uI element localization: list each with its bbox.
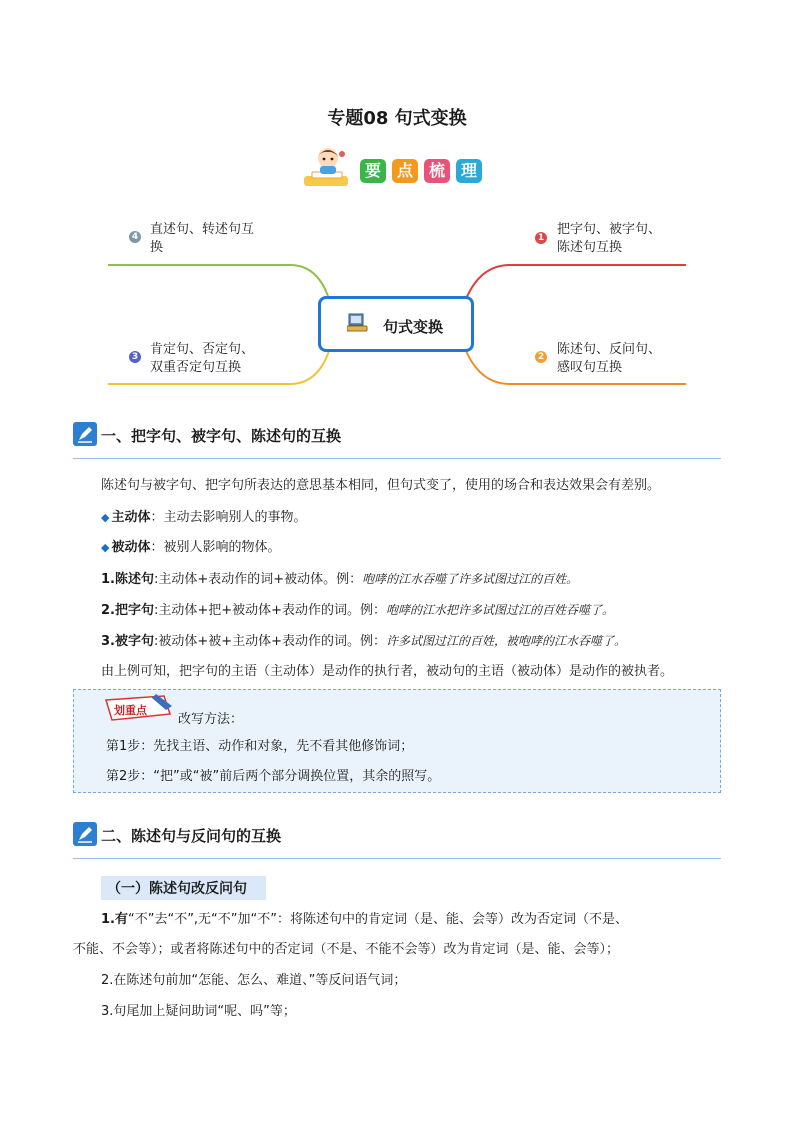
badge-dian: 点 bbox=[392, 159, 418, 183]
note-tag-label: 划重点 bbox=[114, 704, 147, 717]
mind-map-node-3: 肯定句、否定句、 双重否定句互换 bbox=[150, 342, 255, 375]
rule-bei-sentence: 3.被字句:被动体+被+主动体+表动作的词。例：许多试图过江的百姓，被咆哮的江水吞噬了。 bbox=[101, 634, 627, 649]
page-title: 专题08 句式变换 bbox=[327, 108, 467, 129]
pen-icon bbox=[73, 822, 97, 846]
badge-shu: 梳 bbox=[424, 159, 450, 183]
node-3-number: 3 bbox=[129, 351, 141, 363]
section-2-header bbox=[73, 818, 721, 852]
mind-map bbox=[100, 210, 700, 395]
computer-icon bbox=[347, 313, 369, 333]
pen-icon bbox=[73, 422, 97, 446]
item-3: 3.句尾加上疑问助词“呢、吗”等； bbox=[101, 1004, 296, 1019]
mind-map-center bbox=[318, 296, 474, 352]
student-reading-icon bbox=[302, 146, 354, 192]
definition-passive: ◆ 被动体：被别人影响的物体。 bbox=[101, 540, 281, 555]
node-2-number: 2 bbox=[535, 351, 547, 363]
mind-map-center-label: 句式变换 bbox=[383, 318, 444, 336]
node-1-number: 1 bbox=[535, 232, 547, 244]
key-points-banner bbox=[302, 146, 492, 192]
item-1-line-1: 1.有“不”去“不”,无“不”加“不”：将陈述句中的肯定词（是、能、会等）改为否定词（不是、 bbox=[101, 912, 628, 927]
definition-active: ◆ 主动体：主动去影响别人的事物。 bbox=[101, 510, 307, 525]
diamond-bullet-icon: ◆ bbox=[101, 541, 110, 554]
mind-map-node-4: 直述句、转述句互 换 bbox=[150, 222, 255, 255]
note-title: 改写方法： bbox=[178, 712, 244, 727]
mind-map-node-1: 把字句、被字句、 陈述句互换 bbox=[557, 222, 662, 255]
rule-declarative: 1.陈述句:主动体+表动作的词+被动体。例：咆哮的江水吞噬了许多试图过江的百姓。 bbox=[101, 572, 579, 587]
section-1-divider bbox=[73, 458, 721, 459]
section-1-intro: 陈述句与被字句、把字句所表达的意思基本相同，但句式变了，使用的场合和表达效果会有差别。 bbox=[101, 478, 661, 493]
subsection-heading: （一）陈述句改反问句 bbox=[101, 876, 266, 900]
item-1-line-2: 不能、不会等）；或者将陈述句中的否定词（不是、不能不会等）改为肯定词（是、能、会等）； bbox=[73, 942, 620, 957]
mind-map-node-2: 陈述句、反问句、 感叹句互换 bbox=[557, 342, 662, 375]
node-4-number: 4 bbox=[129, 231, 141, 243]
note-step-2: 第2步：“把”或“被”前后两个部分调换位置，其余的照写。 bbox=[106, 769, 441, 784]
section-1-title: 一、把字句、被字句、陈述句的互换 bbox=[101, 427, 342, 445]
section-2-divider bbox=[73, 858, 721, 859]
note-step-1: 第1步：先找主语、动作和对象，先不看其他修饰词； bbox=[106, 739, 414, 754]
badge-li: 理 bbox=[456, 159, 482, 183]
rule-ba-sentence: 2.把字句:主动体+把+被动体+表动作的词。例：咆哮的江水把许多试图过江的百姓吞噬了。 bbox=[101, 603, 615, 618]
section-1-conclusion: 由上例可知，把字句的主语（主动体）是动作的执行者，被动句的主语（被动体）是动作的被执者。 bbox=[101, 664, 674, 679]
item-2: 2.在陈述句前加“怎能、怎么、难道、”等反问语气词； bbox=[101, 973, 407, 988]
key-point-note bbox=[73, 689, 721, 793]
badge-yao: 要 bbox=[360, 159, 386, 183]
section-1-header bbox=[73, 418, 721, 452]
diamond-bullet-icon: ◆ bbox=[101, 511, 110, 524]
section-2-title: 二、陈述句与反问句的互换 bbox=[101, 827, 282, 845]
